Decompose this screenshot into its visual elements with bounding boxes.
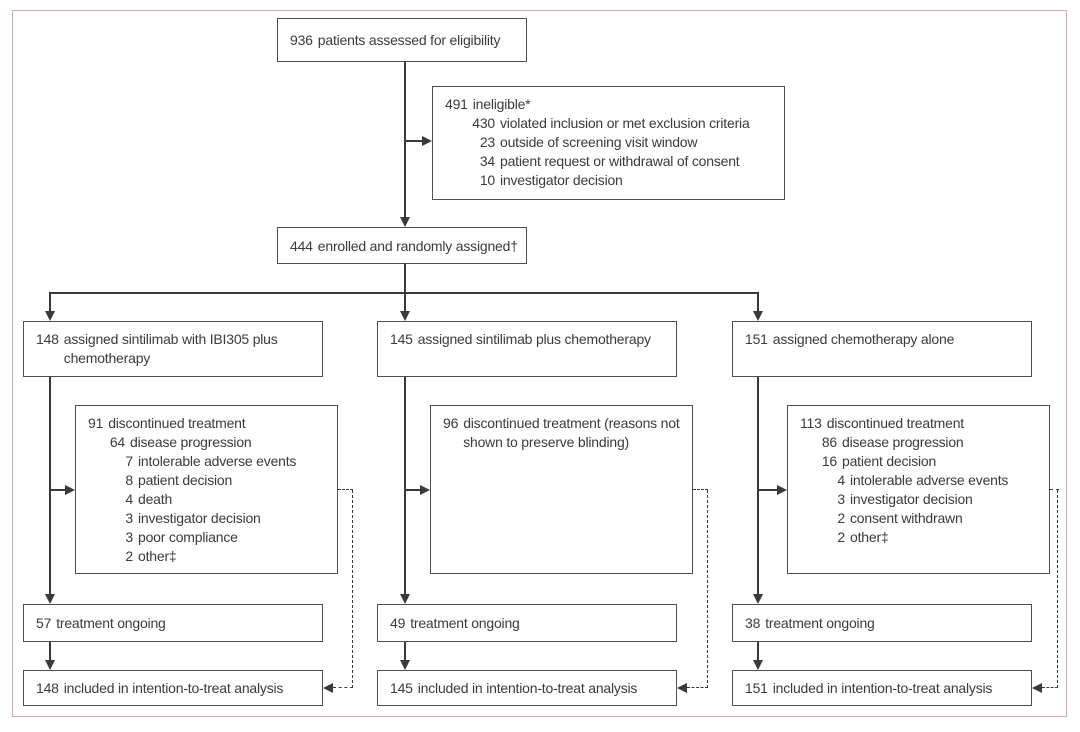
reason-count: 34: [479, 153, 495, 169]
discontinued-count: 113: [800, 415, 822, 431]
reason-count: 16: [821, 453, 837, 469]
discontinued-header: [88, 414, 329, 433]
reason-label: violated inclusion or met exclusion criteria: [500, 115, 750, 131]
box-arm3-assigned: [732, 321, 1032, 377]
reason-label: patient decision: [138, 472, 233, 488]
discontinued-reason: [88, 471, 329, 490]
enrolled-label: enrolled and randomly assigned†: [317, 237, 518, 254]
ineligible-reason: [445, 114, 776, 133]
reason-count: 2: [837, 510, 845, 526]
discontinued-reason: [800, 452, 1041, 471]
reason-label: outside of screening visit window: [500, 134, 698, 150]
discontinued-label: discontinued treatment: [108, 415, 246, 431]
discontinued-reason: [88, 490, 329, 509]
arrowhead-down-icon: [45, 594, 55, 604]
discontinued-reason: [88, 547, 329, 566]
arrowhead-down-icon: [753, 660, 763, 670]
reason-count: 64: [109, 434, 125, 450]
box-ineligible: [432, 86, 785, 200]
discontinued-count: 96: [443, 415, 459, 431]
box-arm1-assigned: [23, 321, 323, 377]
box-enrolled: [277, 227, 527, 264]
reason-count: 2: [125, 548, 133, 564]
arm1-assigned-label: assigned sintilimab with IBI305 plus chemotherapy: [63, 331, 278, 366]
arrowhead-right-icon: [65, 485, 75, 495]
reason-count: 3: [837, 491, 845, 507]
discontinued-header: [443, 414, 684, 452]
discontinued-reason: [800, 433, 1041, 452]
ineligible-header: [445, 95, 776, 114]
box-arm1-itt: [23, 670, 323, 706]
reason-count: 2: [837, 529, 845, 545]
arrowhead-left-icon: [323, 683, 333, 693]
arrowhead-down-icon: [400, 660, 410, 670]
arm1-ongoing-count: 57: [36, 615, 52, 631]
reason-label: disease progression: [130, 434, 252, 450]
dashed-connector-arm2: [687, 687, 708, 688]
discontinued-reason: [800, 509, 1041, 528]
connector-arm3-ongoing-to-itt: [757, 642, 759, 661]
discontinued-label: discontinued treatment (reasons not shown to preserve blinding): [463, 415, 680, 450]
arrowhead-down-icon: [400, 594, 410, 604]
reason-label: patient decision: [842, 453, 937, 469]
arrowhead-down-icon: [45, 660, 55, 670]
connector-arm2-ongoing-to-itt: [404, 642, 406, 661]
connector-split-arm2: [404, 292, 406, 312]
dashed-connector-arm1: [333, 687, 353, 688]
reason-count: 4: [125, 491, 133, 507]
reason-count: 430: [472, 115, 495, 131]
arrowhead-down-icon: [400, 311, 410, 321]
reason-count: 10: [479, 172, 495, 188]
discontinued-reason: [800, 490, 1041, 509]
box-arm1-discontinued: [75, 405, 338, 574]
reason-label: investigator decision: [850, 491, 973, 507]
reason-label: disease progression: [842, 434, 964, 450]
reason-label: poor compliance: [138, 529, 238, 545]
arm3-itt-label: included in intention-to-treat analysis: [772, 680, 993, 696]
discontinued-reason: [88, 433, 329, 452]
ineligible-count: 491: [445, 96, 468, 112]
arrowhead-right-icon: [777, 485, 787, 495]
connector-arm2-to-discontinued: [405, 489, 421, 491]
arrowhead-down-icon: [753, 311, 763, 321]
arm3-ongoing-count: 38: [745, 615, 761, 631]
arrowhead-left-icon: [1032, 683, 1042, 693]
arm1-itt-label: included in intention-to-treat analysis: [63, 680, 284, 696]
reason-label: investigator decision: [138, 510, 261, 526]
arrowhead-down-icon: [400, 217, 410, 227]
discontinued-count: 91: [88, 415, 104, 431]
discontinued-reason: [88, 528, 329, 547]
connector-arm1-ongoing-to-itt: [49, 642, 51, 661]
reason-count: 8: [125, 472, 133, 488]
discontinued-reason: [88, 452, 329, 471]
ineligible-reason: [445, 171, 776, 190]
discontinued-reason: [800, 528, 1041, 547]
connector-arm3-to-ongoing: [757, 377, 759, 595]
arm1-ongoing-label: treatment ongoing: [56, 615, 166, 631]
connector-arm3-to-discontinued: [758, 489, 778, 491]
reason-count: 86: [821, 434, 837, 450]
arrowhead-down-icon: [45, 311, 55, 321]
connector-to-ineligible: [405, 140, 423, 142]
reason-label: intolerable adverse events: [138, 453, 297, 469]
box-arm2-ongoing: [377, 604, 677, 642]
enrolled-count: 444: [290, 237, 313, 254]
reason-label: death: [138, 491, 173, 507]
arrowhead-down-icon: [753, 594, 763, 604]
reason-count: 23: [479, 134, 495, 150]
box-arm3-itt: [732, 670, 1032, 706]
ineligible-label: ineligible*: [472, 96, 531, 112]
box-arm3-discontinued: [787, 405, 1050, 574]
reason-label: investigator decision: [500, 172, 623, 188]
ineligible-reason: [445, 133, 776, 152]
discontinued-reason: [88, 509, 329, 528]
reason-label: other‡: [850, 529, 889, 545]
arrowhead-right-icon: [420, 485, 430, 495]
discontinued-label: discontinued treatment: [826, 415, 964, 431]
arm1-assigned-count: 148: [36, 331, 59, 347]
connector-arm2-to-ongoing: [404, 377, 406, 595]
dashed-connector-arm1: [352, 490, 353, 688]
eligibility-count: 936: [290, 32, 313, 48]
reason-count: 3: [125, 529, 133, 545]
eligibility-label: patients assessed for eligibility: [317, 32, 501, 48]
reason-count: 4: [837, 472, 845, 488]
reason-count: 3: [125, 510, 133, 526]
arrowhead-right-icon: [422, 136, 432, 146]
connector-split-arm3: [757, 292, 759, 312]
dashed-connector-arm2: [693, 489, 708, 490]
reason-label: intolerable adverse events: [850, 472, 1009, 488]
arm2-itt-label: included in intention-to-treat analysis: [417, 680, 638, 696]
dashed-connector-arm2: [707, 490, 708, 688]
box-arm2-discontinued: [430, 405, 693, 574]
arm2-ongoing-label: treatment ongoing: [410, 615, 520, 631]
dashed-connector-arm3: [1057, 490, 1058, 688]
reason-label: consent withdrawn: [850, 510, 963, 526]
box-eligibility: [277, 18, 527, 62]
reason-label: other‡: [138, 548, 177, 564]
connector-arm1-to-ongoing: [49, 377, 51, 595]
arm2-ongoing-count: 49: [390, 615, 406, 631]
arm3-itt-count: 151: [745, 680, 768, 696]
connector-enrolled-to-split: [404, 263, 406, 294]
discontinued-header: [800, 414, 1041, 433]
dashed-connector-arm3: [1042, 687, 1058, 688]
box-arm1-ongoing: [23, 604, 323, 642]
reason-label: patient request or withdrawal of consent: [500, 153, 740, 169]
box-arm3-ongoing: [732, 604, 1032, 642]
connector-split-arm1: [49, 292, 51, 312]
arm2-assigned-label: assigned sintilimab plus chemotherapy: [417, 331, 651, 347]
arm2-assigned-count: 145: [390, 331, 413, 347]
dashed-connector-arm1: [338, 489, 353, 490]
box-arm2-itt: [377, 670, 677, 706]
arm3-assigned-count: 151: [745, 331, 768, 347]
arm2-itt-count: 145: [390, 680, 413, 696]
discontinued-reason: [800, 471, 1041, 490]
arm1-itt-count: 148: [36, 680, 59, 696]
ineligible-reason: [445, 152, 776, 171]
connector-arm1-to-discontinued: [50, 489, 66, 491]
arm3-assigned-label: assigned chemotherapy alone: [772, 331, 955, 347]
arrowhead-left-icon: [677, 683, 687, 693]
reason-count: 7: [125, 453, 133, 469]
box-arm2-assigned: [377, 321, 677, 377]
arm3-ongoing-label: treatment ongoing: [765, 615, 875, 631]
